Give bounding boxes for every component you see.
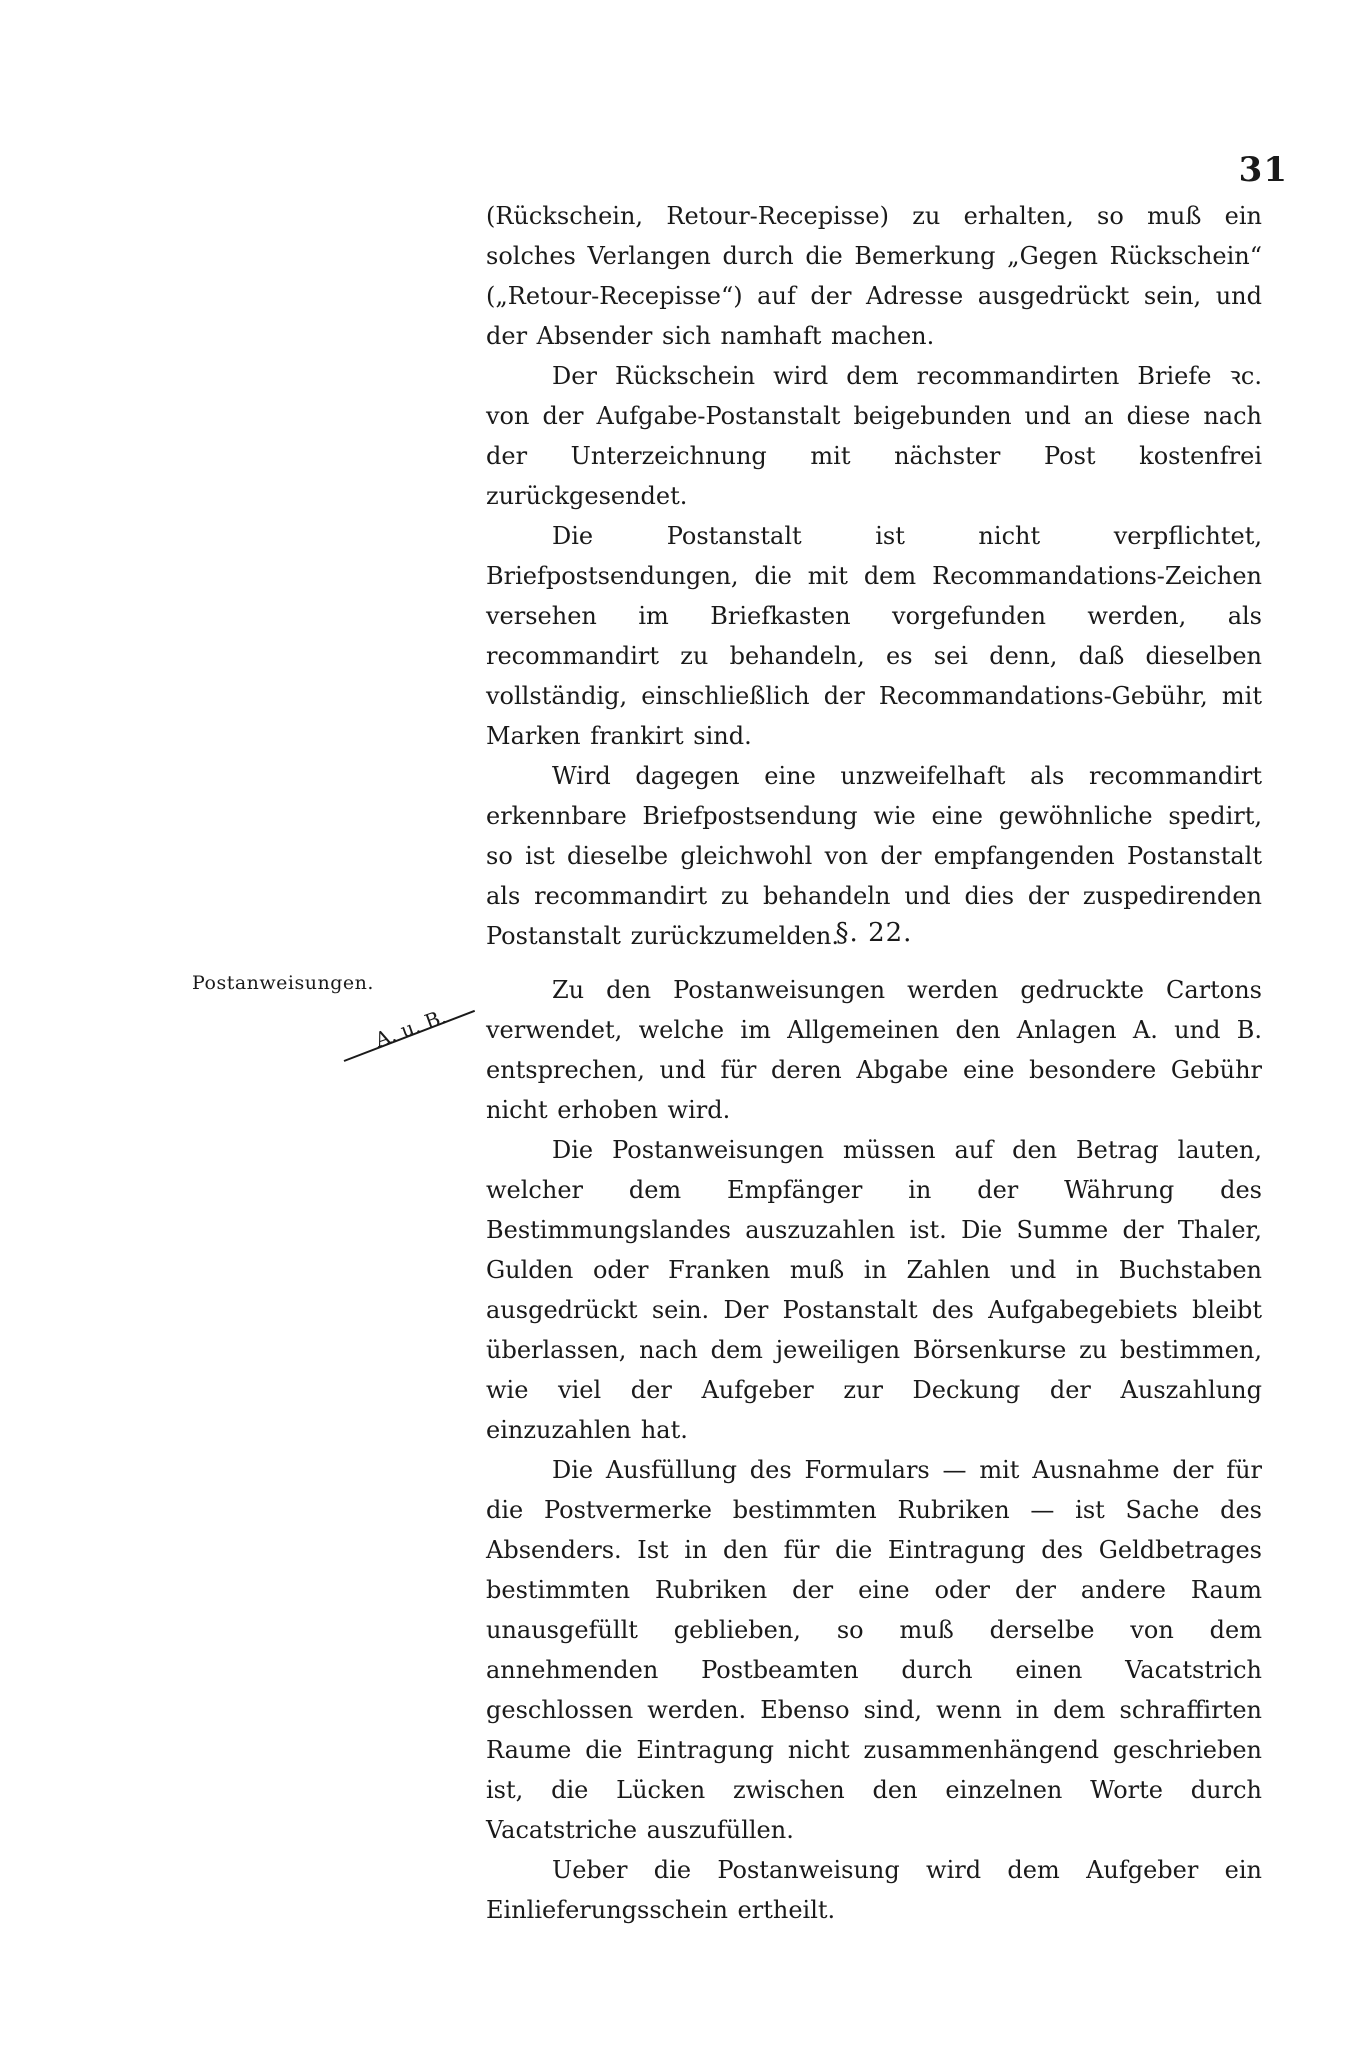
paragraph-recommandirt: Wird dagegen eine unzweifelhaft als recommandirt erkennbare Briefpostsendung wie eine gewöhnliche spedirt, so ist dieselbe gleichwohl von der empfangenden Postanstalt als recommandirt zu behandeln und dies der zuspedirenden Postanstalt zurückzumelden. [486, 762, 1262, 950]
paragraph-rueckschein: Der Rückschein wird dem recommandirten Briefe ꝛc. von der Aufgabe-Postanstalt beigebunden und an diese nach der Unterzeichnung mit nächster Post kostenfrei zurückgesendet. [486, 362, 1262, 510]
page-number: 31 [1238, 150, 1288, 190]
section-heading: §. 22. [835, 918, 913, 948]
paragraph-betrag: Die Postanweisungen müssen auf den Betrag lauten, welcher dem Empfänger in der Währung des Bestimmungslandes auszuzahlen ist. Die Summe der Thaler, Gulden oder Franken muß in Zahlen und in Buchstaben ausgedrückt sein. Der Postanstalt des Aufgabegebiets bleibt überlassen, nach dem jeweiligen Börsenkurse zu bestimmen, wie viel der Aufgeber zur Deckung der Auszahlung einzuzahlen hat. [486, 1136, 1262, 1444]
paragraph-continuation: (Rückschein, Retour-Recepisse) zu erhalten, so muß ein solches Verlangen durch die Bemerkung „Gegen Rückschein“ („Retour-Recepisse“) auf der Adresse ausgedrückt sein, und der Absender sich namhaft machen. [486, 202, 1262, 350]
paragraph-briefkasten: Die Postanstalt ist nicht verpflichtet, Briefpostsendungen, die mit dem Recommandations-Zeichen versehen im Briefkasten vorgefunden werden, als recommandirt zu behandeln, es sei denn, daß dieselben vollständig, einschließlich der Recommandations-Gebühr, mit Marken frankirt sind. [486, 522, 1262, 750]
paragraph-formular: Die Ausfüllung des Formulars — mit Ausnahme der für die Postvermerke bestimmten Rubriken — ist Sache des Absenders. Ist in den für die Eintragung des Geldbetrages bestimmten Rubriken der eine oder der andere Raum unausgefüllt geblieben, so muß derselbe von dem annehmenden Postbeamten durch einen Vacatstrich geschlossen werden. Ebenso sind, wenn in dem schraffirten Raume die Eintragung nicht zusammenhängend geschrieben ist, die Lücken zwischen den einzelnen Worte durch Vacatstriche auszufüllen. [486, 1456, 1262, 1844]
paragraph-cartons: Zu den Postanweisungen werden gedruckte Cartons verwendet, welche im Allgemeinen den Anlagen A. und B. entsprechen, und für deren Abgabe eine besondere Gebühr nicht erhoben wird. [486, 976, 1262, 1124]
reference-annotation: A. u. B. [371, 1004, 450, 1052]
margin-note: Postanweisungen. [192, 972, 374, 994]
paragraph-einlieferungsschein: Ueber die Postanweisung wird dem Aufgeber ein Einlieferungsschein ertheilt. [486, 1856, 1262, 1924]
section-body [486, 970, 1262, 1930]
top-text-column [486, 196, 1262, 956]
